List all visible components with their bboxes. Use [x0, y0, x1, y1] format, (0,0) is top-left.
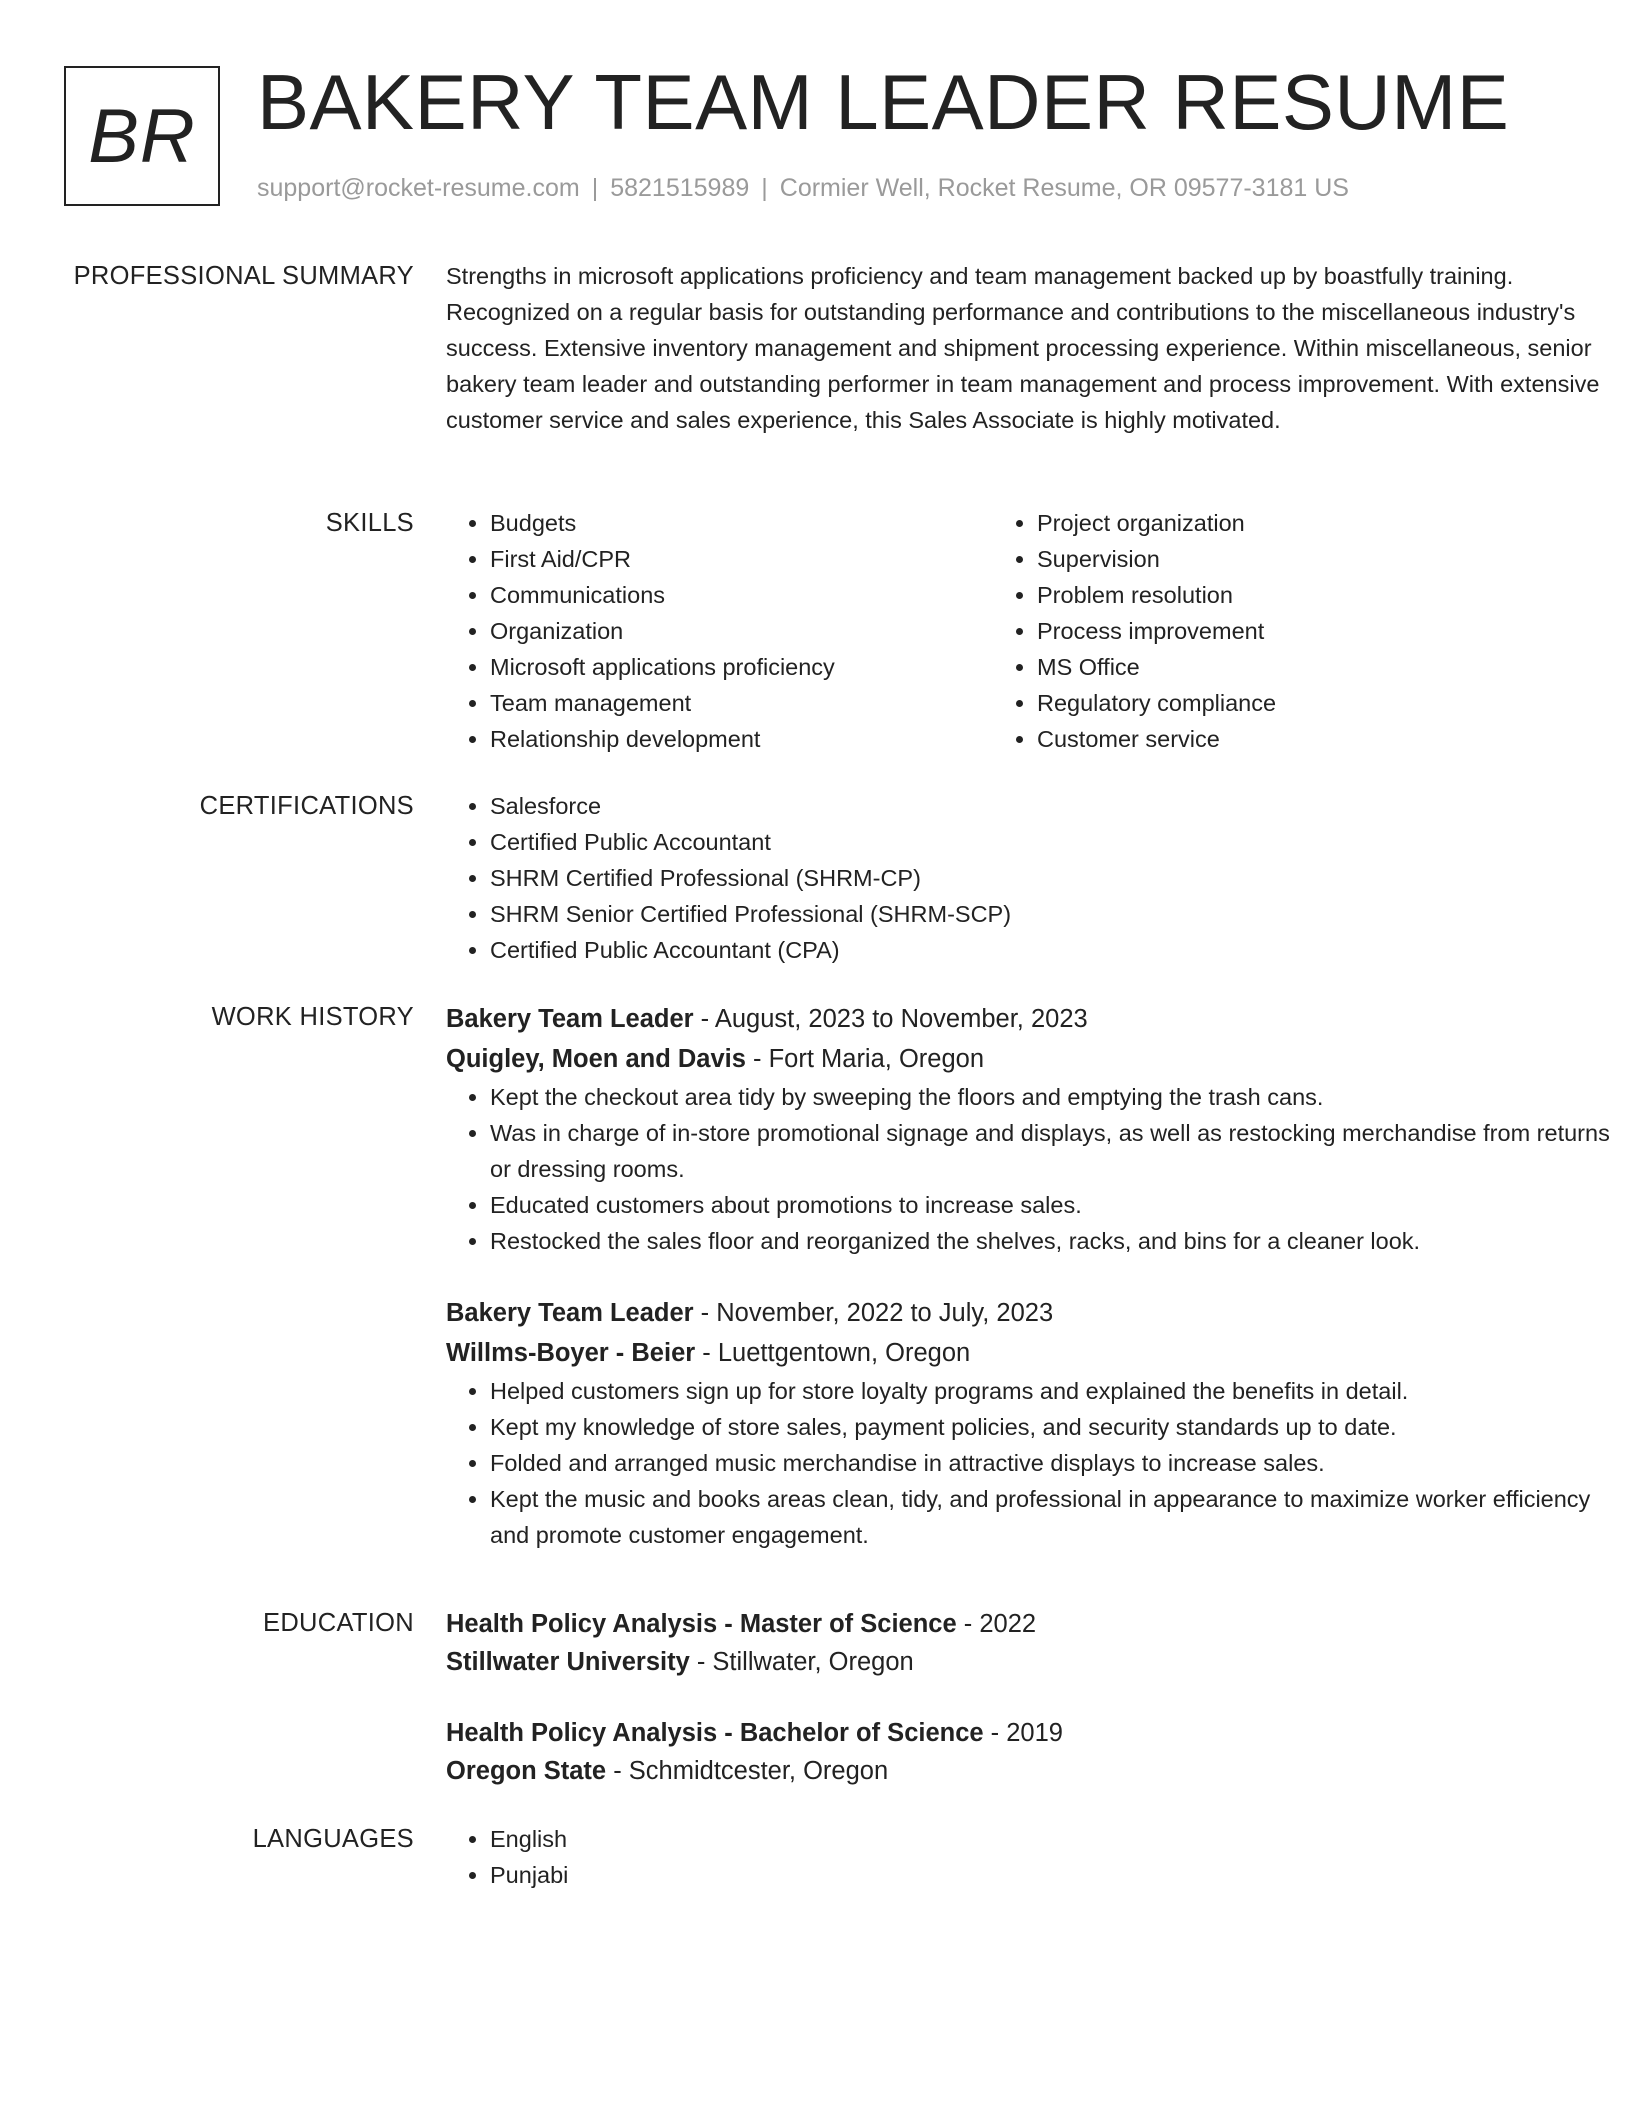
education-school: Oregon State [446, 1757, 607, 1785]
education-school: Stillwater University [446, 1648, 690, 1676]
certifications-list [446, 788, 1616, 968]
job-duty: • Helped customers sign up for store loyalty programs and explained the benefits in detail. [490, 1373, 1616, 1409]
job-company-line [446, 1039, 1616, 1079]
education-school-line [446, 1643, 1616, 1681]
summary-text: Strengths in microsoft applications proficiency and team management backed up by boastfully training. Recognized on a regular basis for outstanding performance and contributions to the miscellaneous industry's success. Extensive inventory management and shipment processing experience. Within miscellaneous, senior bakery team leader and outstanding performer in team management and process improvement. With extensive customer service and sales experience, this Sales Associate is highly motivated. [446, 263, 1600, 433]
education-entry [446, 1714, 1616, 1790]
certification-item: • SHRM Certified Professional (SHRM-CP) [490, 860, 1616, 896]
certifications-body [446, 788, 1616, 968]
skills-list-left [446, 505, 993, 757]
certification-item: • Certified Public Accountant (CPA) [490, 932, 1616, 968]
job-role: Bakery Team Leader [446, 1299, 694, 1327]
languages-list [446, 1821, 1616, 1893]
education-school-line [446, 1752, 1616, 1790]
section-title-languages: LANGUAGES [252, 1825, 414, 1853]
section-title-skills: SKILLS [325, 509, 414, 537]
skill-item: • Process improvement [1037, 613, 1540, 649]
certification-item: • Certified Public Accountant [490, 824, 1616, 860]
skill-item: • MS Office [1037, 649, 1540, 685]
monogram-badge: BR [64, 66, 220, 206]
education-location: - Stillwater, Oregon [689, 1648, 914, 1676]
contact-line [257, 174, 1349, 203]
job-duty: • Educated customers about promotions to increase sales. [490, 1187, 1616, 1223]
education-degree: Health Policy Analysis - Master of Science [446, 1610, 957, 1638]
skill-item: • Supervision [1037, 541, 1540, 577]
summary-body [446, 258, 1616, 438]
education-year: - 2022 [956, 1610, 1037, 1638]
education-entry [446, 1605, 1616, 1681]
job-duty: • Kept the checkout area tidy by sweeping the floors and emptying the trash cans. [490, 1079, 1616, 1115]
education-year: - 2019 [983, 1719, 1063, 1747]
job-location: - Luettgentown, Oregon [695, 1339, 971, 1367]
job-duty: • Kept the music and books areas clean, tidy, and professional in appearance to maximize worker efficiency and promote customer engagement. [490, 1481, 1616, 1553]
skill-item: • First Aid/CPR [490, 541, 993, 577]
job-entry [446, 1293, 1616, 1553]
language-item: • Punjabi [490, 1857, 1616, 1893]
skill-item: • Budgets [490, 505, 993, 541]
summary-section [64, 258, 1600, 478]
job-location: - Fort Maria, Oregon [745, 1045, 985, 1073]
skills-list-right [993, 505, 1540, 757]
certification-item: • Salesforce [490, 788, 1616, 824]
job-company-line [446, 1333, 1616, 1373]
contact-address: Cormier Well, Rocket Resume, OR 09577-3181 US [779, 174, 1349, 202]
work-history-section [64, 999, 1610, 1599]
job-title-line [446, 999, 1616, 1039]
skill-item: • Customer service [1037, 721, 1540, 757]
contact-phone[interactable]: 5821515989 [610, 174, 750, 202]
job-duty: • Kept my knowledge of store sales, payment policies, and security standards up to date. [490, 1409, 1616, 1445]
education-location: - Schmidtcester, Oregon [606, 1757, 889, 1785]
job-company: Willms-Boyer - Beier [446, 1339, 696, 1367]
section-title-certifications: CERTIFICATIONS [199, 792, 414, 820]
job-entry [446, 999, 1616, 1259]
contact-email[interactable]: support@rocket-resume.com [257, 174, 580, 202]
job-duty: • Was in charge of in-store promotional signage and displays, as well as restocking merchandise from returns or dressing rooms. [490, 1115, 1616, 1187]
skill-item: • Organization [490, 613, 993, 649]
language-item: • English [490, 1821, 1616, 1857]
work-body [446, 999, 1616, 1553]
education-degree-line [446, 1714, 1616, 1752]
skill-item: • Problem resolution [1037, 577, 1540, 613]
contact-separator: | [761, 174, 768, 202]
education-body [446, 1605, 1616, 1790]
section-title-education: EDUCATION [263, 1609, 414, 1637]
job-duties [446, 1079, 1616, 1259]
skill-item: • Project organization [1037, 505, 1540, 541]
job-title-line [446, 1293, 1616, 1333]
resume-header [64, 58, 1564, 216]
section-title-summary: PROFESSIONAL SUMMARY [73, 262, 414, 290]
skills-section [64, 505, 1564, 765]
job-duties [446, 1373, 1616, 1553]
education-degree-line [446, 1605, 1616, 1643]
job-dates: - November, 2022 to July, 2023 [693, 1299, 1054, 1327]
job-duty: • Folded and arranged music merchandise in attractive displays to increase sales. [490, 1445, 1616, 1481]
job-role: Bakery Team Leader [446, 1005, 694, 1033]
certifications-section [64, 788, 1564, 978]
skill-item: • Communications [490, 577, 993, 613]
languages-body [446, 1821, 1616, 1893]
job-company: Quigley, Moen and Davis [446, 1045, 746, 1073]
job-dates: - August, 2023 to November, 2023 [693, 1005, 1088, 1033]
skills-body [446, 505, 1616, 757]
contact-separator: | [591, 174, 599, 202]
skill-item: • Regulatory compliance [1037, 685, 1540, 721]
skill-item: • Relationship development [490, 721, 993, 757]
resume-title: BAKERY TEAM LEADER RESUME [257, 58, 1510, 146]
job-duty: • Restocked the sales floor and reorganized the shelves, racks, and bins for a cleaner look. [490, 1223, 1616, 1259]
skill-item: • Team management [490, 685, 993, 721]
section-title-work: WORK HISTORY [211, 1003, 414, 1031]
certification-item: • SHRM Senior Certified Professional (SHRM-SCP) [490, 896, 1616, 932]
languages-section [64, 1821, 1564, 1911]
education-section [64, 1605, 1564, 1805]
education-degree: Health Policy Analysis - Bachelor of Science [446, 1719, 984, 1747]
skill-item: • Microsoft applications proficiency [490, 649, 993, 685]
